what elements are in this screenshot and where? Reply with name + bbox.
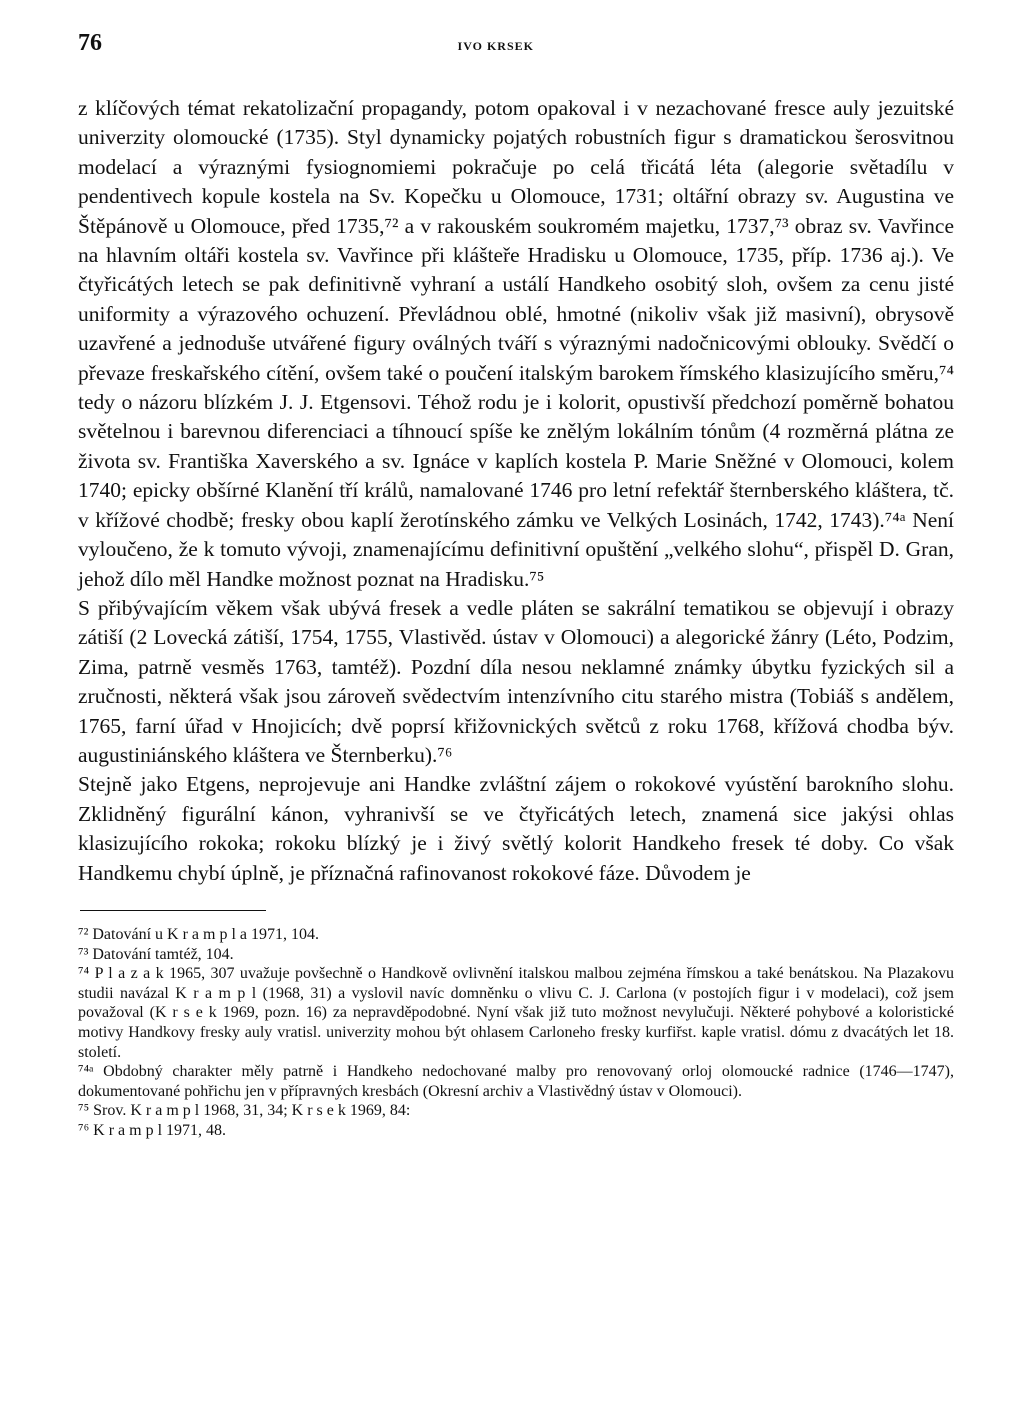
footnote: ⁷⁵ Srov. K r a m p l 1968, 31, 34; K r s e k 1969, 84: bbox=[78, 1102, 411, 1120]
footnote: ⁷² Datování u K r a m p l a 1971, 104. bbox=[78, 925, 319, 943]
body-text bbox=[78, 94, 954, 888]
footnote-divider bbox=[80, 910, 266, 911]
footnote: ⁷⁶ K r a m p l 1971, 48. bbox=[78, 1121, 227, 1139]
paragraph: z klíčových témat rekatolizační propagandy, potom opakoval i v nezachované fresce auly jezuitské univerzity olomoucké (1735). Styl dynamicky pojatých robustních figur s dramatickou šerosvitnou modelací a výraznými fysiognomiemi pokračuje po celá třicátá léta (alegorie světadílu v pendentivech kopule kostela na Sv. Kopečku u Olomouce, 1731; oltářní obrazy sv. Augustina ve Štěpánově u Olomouce, před 1735,⁷² a v rakouském soukromém majetku, 1737,⁷³ obraz sv. Vavřince na hlavním oltáři kostela sv. Vavřince při klášteře Hradisku u Olomouce, 1735, příp. 1736 aj.). Ve čtyřicátých letech se pak definitivně vyhraní a ustálí Handkeho osobitý sloh, ovšem za cenu jisté uniformity a výrazového ochuzení. Převládnou oblé, hmotné (nikoliv však již masivní), obrysově uzavřené a jednoduše utvářené figury oválných tváří s výraznými nadočnicovými oblouky. Svědčí o převaze freskařského cítění, ovšem také o poučení italským barokem římského klasizujícího směru,⁷⁴ tedy o názoru blízkém J. J. Etgensovi. Téhož rodu je i kolorit, opustivší předchozí poměrně bohatou světelnou i barevnou diferenciaci a tíhnoucí spíše ke znělým lokálním tónům (4 rozměrná plátna ze života sv. Františka Xaverského a sv. Ignáce v kaplích kostela P. Marie Sněžné v Olomouci, kolem 1740; epicky obšírné Klanění tří králů, namalované 1746 pro letní refektář šternberského kláštera, tč. v křížové chodbě; fresky obou kaplí žerotínského zámku ve Velkých Losinách, 1742, 1743).⁷⁴ᵃ Není vyloučeno, že k tomuto vývoji, znamenajícímu definitivní opuštění „velkého slohu“, přispěl D. Gran, jehož dílo měl Handke možnost poznat na Hradisku.⁷⁵ bbox=[78, 96, 954, 591]
footnote: ⁷³ Datování tamtéž, 104. bbox=[78, 945, 234, 963]
footnote: ⁷⁴ P l a z a k 1965, 307 uvažuje povšechně o Handkově ovlivnění italskou malbou zejména římskou a také benátskou. Na Plazakovu studii navázal K r a m p l (1968, 31) a vyslovil navíc domněnku o vlivu C. J. Carlona (v postojích figur i v modelaci), což jsem považoval (K r s e k 1969, pozn. 16) za nepravděpodobné. Nyní však již tuto možnost nevylučuji. Některé pohybové a koloristické motivy Handkovy fresky auly vratisl. univerzity mohou být ohlasem Carloneho fresky kurfiřst. kaple vratisl. dómu z dvacátých let 18. století. bbox=[78, 965, 954, 1061]
document-page bbox=[78, 30, 954, 1141]
paragraph: Stejně jako Etgens, neprojevuje ani Handke zvláštní zájem o rokokové vyústění barokního slohu. Zklidněný figurální kánon, vyhranivší se ve čtyřicátých letech, znamená sice jakýsi ohlas klasizujícího rokoka; rokoku blízký je i živý světlý kolorit Handkeho fresek té doby. Co však Handkemu chybí úplně, je příznačná rafinovanost rokokové fáze. Důvodem je bbox=[78, 772, 954, 885]
footnotes bbox=[78, 925, 954, 1141]
running-head: IVO KRSEK bbox=[457, 39, 534, 53]
page-header bbox=[78, 30, 954, 78]
page-number: 76 bbox=[78, 30, 102, 56]
footnote: ⁷⁴ᵃ Obdobný charakter měly patrně i Handkeho nedochované malby pro renovovaný orloj olomoucké radnice (1746—1747), dokumentované pohřichu jen v přípravných kresbách (Okresní archiv a Vlastivědný ústav v Olomouci). bbox=[78, 1063, 954, 1100]
paragraph: S přibývajícím věkem však ubývá fresek a vedle pláten se sakrální tematikou se objevují i obrazy zátiší (2 Lovecká zátiší, 1754, 1755, Vlastivěd. ústav v Olomouci) a alegorické žánry (Léto, Podzim, Zima, patrně vesměs 1763, tamtéž). Pozdní díla nesou neklamné známky úbytku fyzických sil a zručnosti, některá však jsou zároveň svědectvím intenzívního citu starého mistra (Tobiáš s andělem, 1765, farní úřad v Hnojicích; dvě poprsí křižovnických světců z roku 1768, křížová chodba býv. augustiniánského kláštera ve Šternberku).⁷⁶ bbox=[78, 595, 954, 767]
